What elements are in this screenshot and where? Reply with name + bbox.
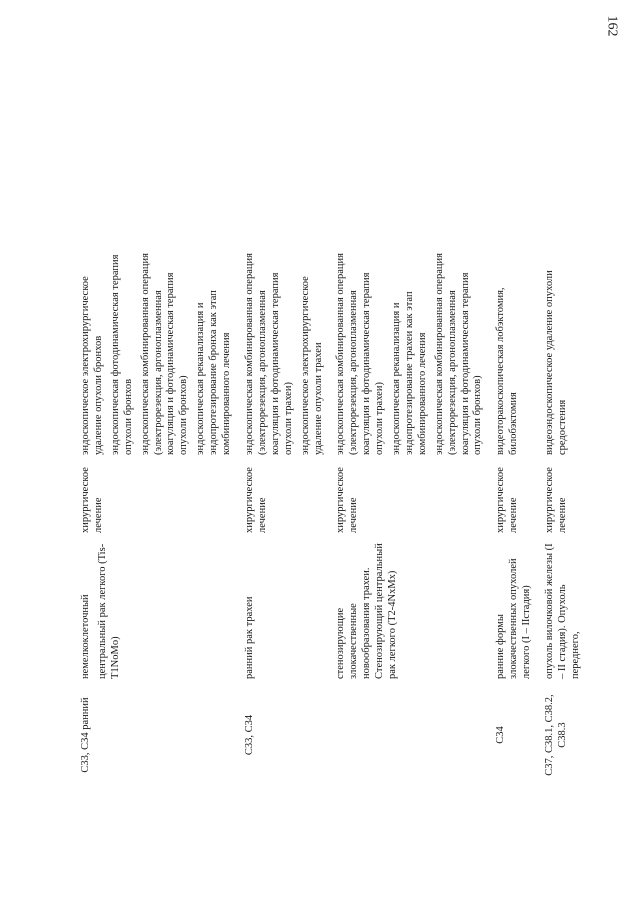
diagnosis-cell (244, 533, 335, 679)
method-cell (544, 239, 593, 455)
treatment-cell: хирургическое лечение (80, 467, 104, 533)
diagnosis-cell (495, 533, 544, 679)
table-row (335, 239, 495, 785)
method-text: эндоскопическая реканализация и эндопротезирование бронха как этап комбинированного лечения (195, 290, 233, 455)
diagnosis-text: центральный рак легкого (Tis-T1NoMo) (96, 543, 121, 679)
method-text: эндоскопическая комбинированная операция (электрорезекция, аргоноплазменная коагуляция и фотодинамическая терапия опухоли трахеи) (335, 253, 386, 455)
method-text: эндоскопическая комбинированная операция (электрорезекция, аргоноплазменная коагуляция и фотодинамическая терапия опухоли бронхов) (139, 253, 190, 455)
method-text: видеоэндоскопическое удаление опухоли средостения (544, 270, 568, 455)
table-row (495, 239, 544, 785)
diagnosis-text: ранние формы злокачественных опухолей легкого (I – IIстадия) (495, 558, 533, 679)
method-cell (80, 239, 244, 455)
table-row (80, 239, 244, 785)
treatment-cell: хирургическое лечение (243, 467, 268, 533)
treatment-cell: хирургическое лечение (335, 467, 360, 533)
method-text: эндоскопическое электрохирургическое удаление опухоли бронхов (80, 276, 104, 455)
method-text: эндоскопическая комбинированная операция (электрорезекция, аргоноплазменная коагуляция и фотодинамическая терапия опухоли трахеи) (243, 253, 294, 455)
diagnosis-cell (544, 533, 593, 679)
method-cell (495, 239, 544, 455)
table-row (244, 239, 335, 785)
diagnosis-text: немелкоклеточный (80, 594, 91, 679)
diagnosis-text: стенозирующие злокачественные новообразования трахеи. Стенозирующий центральный рак легкого (T2-4NxMx) (335, 543, 399, 679)
diagnosis-cell (335, 533, 495, 679)
method-text: эндоскопическое электрохирургическое удаление опухоли трахеи (299, 276, 324, 455)
method-text: эндоскопическая реканализация и эндопротезирование трахеи как этап комбинированного лечения (391, 291, 428, 455)
code-cell: C33, C34 ранний (80, 697, 91, 773)
code-cell (335, 679, 495, 785)
page-number: 162 (604, 15, 620, 37)
diagnosis-text: ранний рак трахеи (243, 596, 255, 679)
treatment-table (80, 239, 593, 785)
method-cell (244, 239, 335, 455)
method-text: видеоторакоскопическая лобэктомия, билобэктомия (495, 287, 520, 455)
treatment-cell: хирургическое лечение (495, 467, 520, 533)
table-row (544, 239, 593, 785)
code-cell: C33, C34 (243, 714, 255, 756)
diagnosis-cell (80, 533, 244, 679)
treatment-cell: хирургическое лечение (544, 467, 568, 533)
method-text: эндоскопическая фотодинамическая терапия опухоли бронхов (109, 254, 134, 455)
method-cell (335, 239, 495, 455)
diagnosis-text: опухоль вилочковой железы (I – II стадия). Опухоль переднего, (544, 543, 581, 679)
code-cell: C37, C38.1, C38.2, C38.3 (544, 694, 568, 776)
method-text: эндоскопическая комбинированная операция (электрорезекция, аргоноплазменная коагуляция и фотодинамическая терапия опухоли бронхов) (433, 253, 484, 455)
code-cell: C34 (495, 726, 507, 744)
